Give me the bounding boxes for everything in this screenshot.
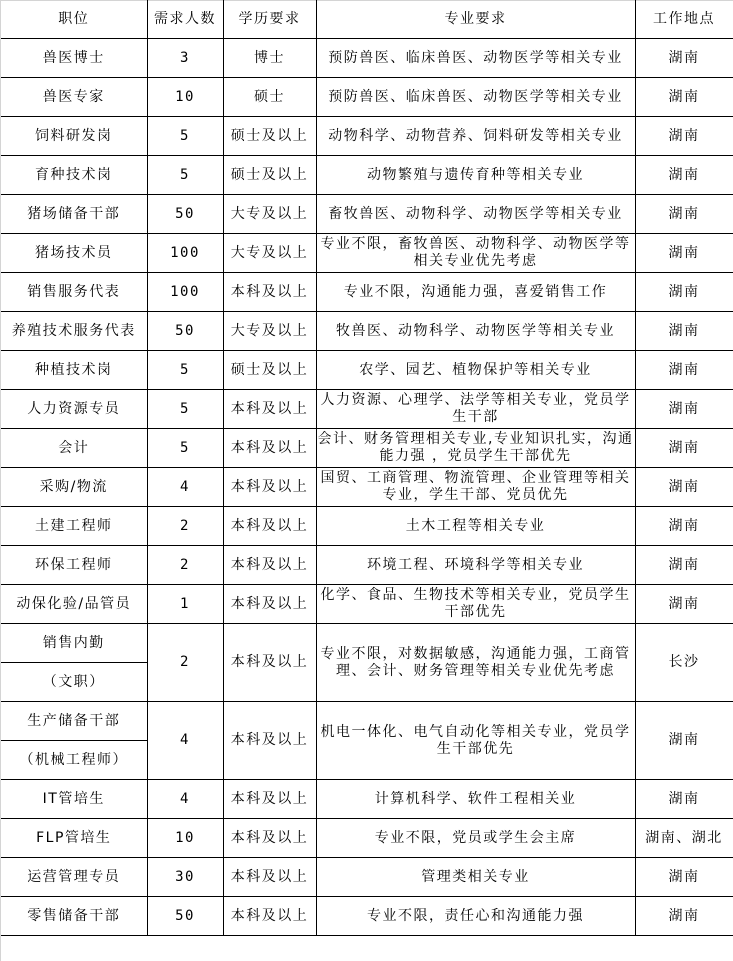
cell-major: 农学、园艺、植物保护等相关专业 <box>316 351 635 390</box>
cell-location: 湖南 <box>635 546 733 585</box>
table-row <box>1 39 733 78</box>
cell-major: 环境工程、环境科学等相关专业 <box>316 546 635 585</box>
table-row <box>1 780 733 819</box>
cell-education: 大专及以上 <box>223 195 316 234</box>
cell-major: 机电一体化、电气自动化等相关专业，党员学生干部优先 <box>316 702 635 780</box>
cell-count: 3 <box>147 39 223 78</box>
cell-count: 1 <box>147 585 223 624</box>
cell-education: 硕士及以上 <box>223 117 316 156</box>
cell-location: 湖南 <box>635 780 733 819</box>
cell-education: 本科及以上 <box>223 897 316 936</box>
cell-education: 本科及以上 <box>223 624 316 702</box>
table-row <box>1 195 733 234</box>
cell-count: 2 <box>147 507 223 546</box>
table-row <box>1 507 733 546</box>
cell-major: 管理类相关专业 <box>316 858 635 897</box>
cell-count: 5 <box>147 390 223 429</box>
cell-position-sub: （机械工程师） <box>1 741 147 780</box>
cell-location: 湖南 <box>635 702 733 780</box>
cell-position: IT管培生 <box>1 780 147 819</box>
cell-major: 动物科学、动物营养、饲料研发等相关专业 <box>316 117 635 156</box>
header-position: 职位 <box>1 0 147 39</box>
cell-location: 长沙 <box>635 624 733 702</box>
cell-education: 大专及以上 <box>223 234 316 273</box>
cell-position: 零售储备干部 <box>1 897 147 936</box>
cell-major: 计算机科学、软件工程相关业 <box>316 780 635 819</box>
cell-education: 本科及以上 <box>223 390 316 429</box>
table-row <box>1 546 733 585</box>
cell-location: 湖南 <box>635 585 733 624</box>
cell-education: 本科及以上 <box>223 468 316 507</box>
cell-education: 本科及以上 <box>223 546 316 585</box>
cell-major: 专业不限，沟通能力强，喜爱销售工作 <box>316 273 635 312</box>
cell-education: 本科及以上 <box>223 429 316 468</box>
cell-education: 硕士及以上 <box>223 351 316 390</box>
cell-major: 畜牧兽医、动物科学、动物医学等相关专业 <box>316 195 635 234</box>
cell-major: 人力资源、心理学、法学等相关专业，党员学生干部 <box>316 390 635 429</box>
table-row <box>1 585 733 624</box>
cell-major: 专业不限，畜牧兽医、动物科学、动物医学等相关专业优先考虑 <box>316 234 635 273</box>
cell-location: 湖南 <box>635 195 733 234</box>
cell-location: 湖南 <box>635 234 733 273</box>
cell-education: 大专及以上 <box>223 312 316 351</box>
cell-major: 化学、食品、生物技术等相关专业，党员学生干部优先 <box>316 585 635 624</box>
cell-position: 运营管理专员 <box>1 858 147 897</box>
cell-count: 2 <box>147 546 223 585</box>
header-row <box>1 0 733 39</box>
table-row <box>1 819 733 858</box>
table-row <box>1 390 733 429</box>
cell-count: 10 <box>147 78 223 117</box>
cell-count: 4 <box>147 780 223 819</box>
table-row <box>1 858 733 897</box>
cell-location: 湖南 <box>635 351 733 390</box>
table-row <box>1 156 733 195</box>
cell-position: 会计 <box>1 429 147 468</box>
cell-location: 湖南 <box>635 312 733 351</box>
table-row <box>1 351 733 390</box>
cell-position: 种植技术岗 <box>1 351 147 390</box>
cell-location: 湖南 <box>635 429 733 468</box>
cell-position-sub: （文职） <box>1 663 147 702</box>
cell-location: 湖南 <box>635 897 733 936</box>
cell-count: 100 <box>147 273 223 312</box>
cell-count: 30 <box>147 858 223 897</box>
cell-major: 专业不限，责任心和沟通能力强 <box>316 897 635 936</box>
table-row <box>1 468 733 507</box>
cell-position: 销售服务代表 <box>1 273 147 312</box>
header-count: 需求人数 <box>147 0 223 39</box>
cell-position: 销售内勤 <box>1 624 147 663</box>
cell-count: 5 <box>147 156 223 195</box>
table-row <box>1 273 733 312</box>
cell-count: 5 <box>147 351 223 390</box>
cell-education: 本科及以上 <box>223 273 316 312</box>
cell-location: 湖南 <box>635 39 733 78</box>
cell-count: 50 <box>147 195 223 234</box>
cell-position: 人力资源专员 <box>1 390 147 429</box>
cell-position: 采购/物流 <box>1 468 147 507</box>
cell-position: 生产储备干部 <box>1 702 147 741</box>
cell-location: 湖南 <box>635 858 733 897</box>
cell-count: 5 <box>147 117 223 156</box>
header-education: 学历要求 <box>223 0 316 39</box>
cell-education: 本科及以上 <box>223 507 316 546</box>
cell-position: 养殖技术服务代表 <box>1 312 147 351</box>
cell-location: 湖南 <box>635 507 733 546</box>
cell-education: 本科及以上 <box>223 819 316 858</box>
cell-location: 湖南 <box>635 468 733 507</box>
table-row <box>1 702 733 741</box>
cell-major: 牧兽医、动物科学、动物医学等相关专业 <box>316 312 635 351</box>
cell-education: 本科及以上 <box>223 702 316 780</box>
header-major: 专业要求 <box>316 0 635 39</box>
cell-location: 湖南、湖北 <box>635 819 733 858</box>
cell-major: 预防兽医、临床兽医、动物医学等相关专业 <box>316 78 635 117</box>
table-row <box>1 312 733 351</box>
cell-count: 4 <box>147 468 223 507</box>
cell-position: 土建工程师 <box>1 507 147 546</box>
table-row <box>1 78 733 117</box>
cell-major: 预防兽医、临床兽医、动物医学等相关专业 <box>316 39 635 78</box>
cell-position: 动保化验/品管员 <box>1 585 147 624</box>
cell-count: 10 <box>147 819 223 858</box>
cell-major: 国贸、工商管理、物流管理、企业管理等相关专业，学生干部、党员优先 <box>316 468 635 507</box>
cell-count: 50 <box>147 897 223 936</box>
table-row <box>1 234 733 273</box>
cell-count: 50 <box>147 312 223 351</box>
cell-position: 兽医专家 <box>1 78 147 117</box>
cell-position: 饲料研发岗 <box>1 117 147 156</box>
cell-position: 兽医博士 <box>1 39 147 78</box>
header-location: 工作地点 <box>635 0 733 39</box>
cell-location: 湖南 <box>635 78 733 117</box>
cell-location: 湖南 <box>635 390 733 429</box>
table-row <box>1 117 733 156</box>
cell-position: 猪场技术员 <box>1 234 147 273</box>
cell-education: 本科及以上 <box>223 585 316 624</box>
cell-count: 5 <box>147 429 223 468</box>
cell-location: 湖南 <box>635 117 733 156</box>
cell-location: 湖南 <box>635 156 733 195</box>
cell-major: 专业不限，对数据敏感，沟通能力强，工商管理、会计、财务管理等相关专业优先考虑 <box>316 624 635 702</box>
cell-location: 湖南 <box>635 273 733 312</box>
cell-position: 环保工程师 <box>1 546 147 585</box>
cell-education: 本科及以上 <box>223 858 316 897</box>
cell-education: 本科及以上 <box>223 780 316 819</box>
table-row <box>1 897 733 936</box>
cell-count: 4 <box>147 702 223 780</box>
table-row <box>1 624 733 663</box>
cell-position: 育种技术岗 <box>1 156 147 195</box>
cell-education: 硕士 <box>223 78 316 117</box>
cell-position: FLP管培生 <box>1 819 147 858</box>
recruitment-table <box>1 0 733 936</box>
cell-count: 100 <box>147 234 223 273</box>
cell-position: 猪场储备干部 <box>1 195 147 234</box>
cell-major: 会计、财务管理相关专业,专业知识扎实，沟通能力强 ，党员学生干部优先 <box>316 429 635 468</box>
cell-education: 硕士及以上 <box>223 156 316 195</box>
cell-major: 专业不限，党员或学生会主席 <box>316 819 635 858</box>
cell-count: 2 <box>147 624 223 702</box>
cell-major: 土木工程等相关专业 <box>316 507 635 546</box>
cell-major: 动物繁殖与遗传育种等相关专业 <box>316 156 635 195</box>
cell-education: 博士 <box>223 39 316 78</box>
table-row <box>1 429 733 468</box>
